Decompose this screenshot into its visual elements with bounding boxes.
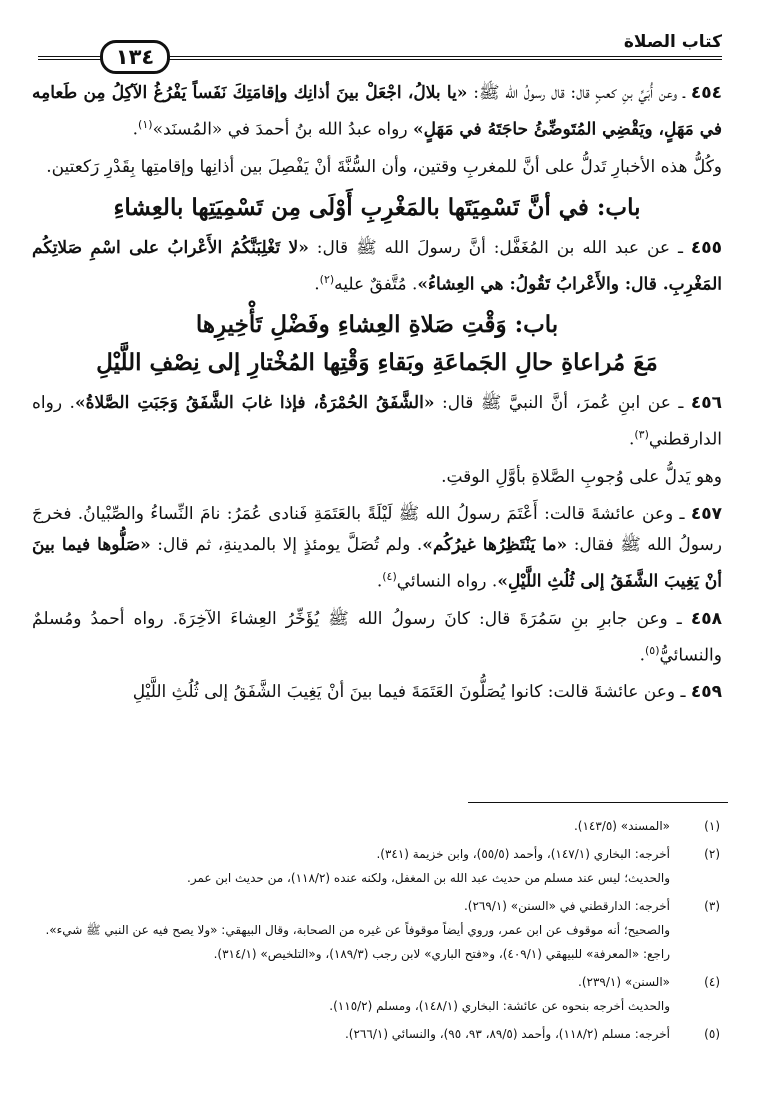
hadith-quote: «لا تَغْلِبَنَّكُمُ الأَعْرابُ على اسْمِ صَلاتِكُم المَغْرِبِ. قال: والأَعْرابُ تَقُولُ: هي العِشاءُ»: [32, 237, 722, 295]
chapter-heading: [32, 306, 722, 382]
footnote: [36, 842, 720, 890]
hadith-lead: ـ عن ابنِ عُمرَ، أنَّ النبيَّ ﷺ قال:: [441, 393, 684, 414]
footnote-ref: (١): [138, 118, 153, 131]
footnote: [36, 970, 720, 1018]
footnote: [36, 894, 720, 966]
hadith-number: ٤٥٨: [690, 608, 722, 629]
footnote-line: والصحيح؛ أنه موقوف عن ابن عمر، وروي أيضاً موقوفاً عن غيره من الصحابة، وقال البيهقي: «ولا يصح فيه عن النبي ﷺ شيء».: [45, 923, 670, 937]
footnote-number: (٣): [704, 899, 720, 913]
footnote-line: راجع: «المعرفة» للبيهقي (٤٠٩/١)، و«فتح الباري» لابن رجب (١٨٩/٣)، و«التلخيص» (٣١٤/١).: [213, 947, 670, 961]
footnote-line: «المسند» (١٤٣/٥).: [573, 819, 670, 833]
footnote-number: (١): [704, 819, 720, 833]
footnote-line: «السنن» (٢٣٩/١).: [578, 975, 670, 989]
page-number: ١٣٤: [100, 40, 170, 74]
page-header: [38, 30, 722, 70]
footnote-ref: (٢): [319, 272, 335, 286]
chapter-heading-line-2: مَعَ مُراعاةِ حالِ الجَماعَةِ وبَقاءِ وَقْتِها المُخْتارِ إلى نِصْفِ اللَّيْلِ: [96, 349, 658, 377]
main-text: [32, 78, 722, 714]
hadith-lead: ـ وعن أُبَيِّ بنِ كعبٍ قال: قال رسولُ الله ﷺ:: [473, 83, 686, 103]
hadith-quote: «صَلُّوها فيما بينَ أنْ يَغِيبَ الشَّفَقُ إلى ثُلُثِ اللَّيْلِ»: [32, 534, 722, 592]
hadith-459: [32, 677, 722, 708]
footnote-line: أخرجه: الدارقطني في «السنن» (٢٦٩/١).: [463, 899, 670, 913]
footnote-ref: (٣): [634, 428, 649, 442]
hadith-number: ٤٥٧: [690, 503, 723, 524]
footnote-line: أخرجه: البخاري (١٤٧/١)، وأحمد (٥٥/٥)، وابن خزيمة (٣٤١).: [376, 847, 670, 861]
footnote-line: والحديث أخرجه بنحوه عن عائشة: البخاري (١٤٨/١)، ومسلم (١١٥/٢).: [329, 999, 670, 1013]
chapter-heading: باب: في أنَّ تَسْمِيَتَها بالمَغْرِبِ أَوْلَى مِن تَسْمِيَتِها بالعِشاءِ: [113, 193, 641, 221]
hadith-text: ـ وعن عائشةَ قالت: كانوا يُصَلُّونَ العَتَمَةَ فيما بينَ أنْ يَغِيبَ الشَّفَقُ إلى ثُلُثِ اللَّيْلِ: [132, 682, 686, 703]
hadith-source: رواه عبدُ الله بنُ أحمدَ في «المُسنَد»: [152, 119, 408, 140]
hadith-lead: ـ وعن عائشةَ قالت: أَعْتَمَ رسولُ الله ﷺ لَيْلَةً بالعَتَمَةِ فَنادى عُمَرُ: نامَ النِّساءُ والصِّبْيانُ. فخرجَ رسولُ الله ﷺ فقال:: [32, 503, 723, 555]
hadith-source: . مُتَّفقٌ عليه: [334, 274, 418, 295]
commentary-paragraph: وكُلُّ هذه الأخبارِ تَدلُّ على أنَّ للمغربِ وقتين، وأن السُّنَّةَ أنْ يَفْصِلَ بين أذانِها وإقامتِها بِقَدْرِ رَكعتين.: [46, 156, 722, 177]
hadith-lead: ـ عن عبد الله بن المُغَفَّل: أنَّ رسولَ الله ﷺ قال:: [316, 237, 683, 258]
footnote-rule: [468, 802, 728, 803]
hadith-quote: «ما يَنْتَظِرُها غيرُكُم»: [422, 534, 568, 555]
hadith-number: ٤٥٩: [690, 682, 722, 703]
hadith-458: ٤٥٨ ـ وعن جابرِ بنِ سَمُرَةَ قال: كانَ رسولُ الله ﷺ يُؤَخِّرُ العِشاءَ الآخِرَةَ. رواه أحمدُ ومُسلمٌ والنسائيُّ$^{(٥)}$.: [32, 608, 722, 666]
footnote: [36, 814, 720, 838]
hadith-number: ٤٥٥: [690, 237, 723, 258]
footnote-line: أخرجه: مسلم (١١٨/٢)، وأحمد (٨٩/٥، ٩٣، ٩٥)، والنسائي (٢٦٦/١).: [344, 1027, 670, 1041]
footnote-ref: (٤): [382, 569, 397, 583]
hadith-text: ـ وعن جابرِ بنِ سَمُرَةَ قال: كانَ رسولُ الله ﷺ يُؤَخِّرُ العِشاءَ الآخِرَةَ. رواه أحمدُ ومُسلمٌ والنسائيُّ: [32, 608, 722, 666]
hadith-457: ٤٥٧ ـ وعن عائشةَ قالت: أَعْتَمَ رسولُ الله ﷺ لَيْلَةً بالعَتَمَةِ فَنادى عُمَرُ: نامَ النِّساءُ والصِّبْيانُ. فخرجَ رسولُ الله ﷺ فقال: «ما يَنْتَظِرُها غيرُكُم». ولم تُصَلَّ يومئذٍ إلا بالمدينةِ، ثم قال: «صَلُّوها فيما بينَ أنْ يَغِيبَ الشَّفَقُ إلى ثُلُثِ اللَّيْلِ». رواه النسائي$^{(٤)}$.: [32, 503, 723, 592]
footnote-number: (٢): [704, 847, 720, 861]
commentary-paragraph: وهو يَدلُّ على وُجوبِ الصَّلاةِ بأوَّلِ الوقتِ.: [441, 466, 722, 487]
hadith-455: ٤٥٥ ـ عن عبد الله بن المُغَفَّل: أنَّ رسولَ الله ﷺ قال: «لا تَغْلِبَنَّكُمُ الأَعْرابُ على اسْمِ صَلاتِكُم المَغْرِبِ. قال: والأَعْرابُ تَقُولُ: هي العِشاءُ». مُتَّفقٌ عليه$^{(٢)}$.: [32, 237, 723, 295]
footnote: [36, 1022, 720, 1046]
footnote-number: (٤): [704, 975, 720, 989]
hadith-456: ٤٥٦ ـ عن ابنِ عُمرَ، أنَّ النبيَّ ﷺ قال: «الشَّفَقُ الحُمْرَةُ، فإذا غابَ الشَّفَقُ وَجَبَتِ الصَّلاةُ». رواه الدارقطني$^{(٣)}$.: [32, 393, 722, 450]
footnotes: [36, 814, 720, 1050]
hadith-number: ٤٥٤: [690, 83, 722, 103]
footnote-line: والحديث؛ ليس عند مسلم من حديث عبد الله بن المغفل، ولكنه عنده (١١٨/٢)، من حديث ابن عمر.: [187, 871, 670, 885]
footnote-ref: (٥): [644, 643, 660, 657]
hadith-454: ٤٥٤ ـ وعن أُبَيِّ بنِ كعبٍ قال: قال رسولُ الله ﷺ: «يا بلالُ، اجْعَلْ بينَ أذانِك وإقامَتِكَ نَفَساً يَفْرُغُ الآكِلُ مِن طَعامِه في مَهَلٍ، ويَقْضِي المُتَوضِّئُ حاجَتَهُ في مَهَلٍ» رواه عبدُ الله بنُ أحمدَ في «المُسنَد»$^{(١)}$.: [32, 83, 722, 140]
footnote-number: (٥): [704, 1027, 720, 1041]
running-title: كتاب الصلاة: [618, 30, 722, 54]
hadith-source: . رواه الدارقطني: [32, 393, 722, 450]
hadith-number: ٤٥٦: [690, 393, 722, 414]
hadith-source: . رواه النسائي: [396, 571, 498, 592]
hadith-text: . ولم تُصَلَّ يومئذٍ إلا بالمدينةِ، ثم قال:: [157, 534, 423, 555]
hadith-quote: «يا بلالُ، اجْعَلْ بينَ أذانِك وإقامَتِكَ نَفَساً يَفْرُغُ الآكِلُ مِن طَعامِه في مَهَلٍ، ويَقْضِي المُتَوضِّئُ حاجَتَهُ في مَهَلٍ»: [32, 83, 722, 140]
hadith-quote: «الشَّفَقُ الحُمْرَةُ، فإذا غابَ الشَّفَقُ وَجَبَتِ الصَّلاةُ»: [74, 393, 435, 414]
chapter-heading-line-1: باب: وَقْتِ صَلاةِ العِشاءِ وفَضْلِ تَأْخِيرِها: [195, 311, 559, 339]
